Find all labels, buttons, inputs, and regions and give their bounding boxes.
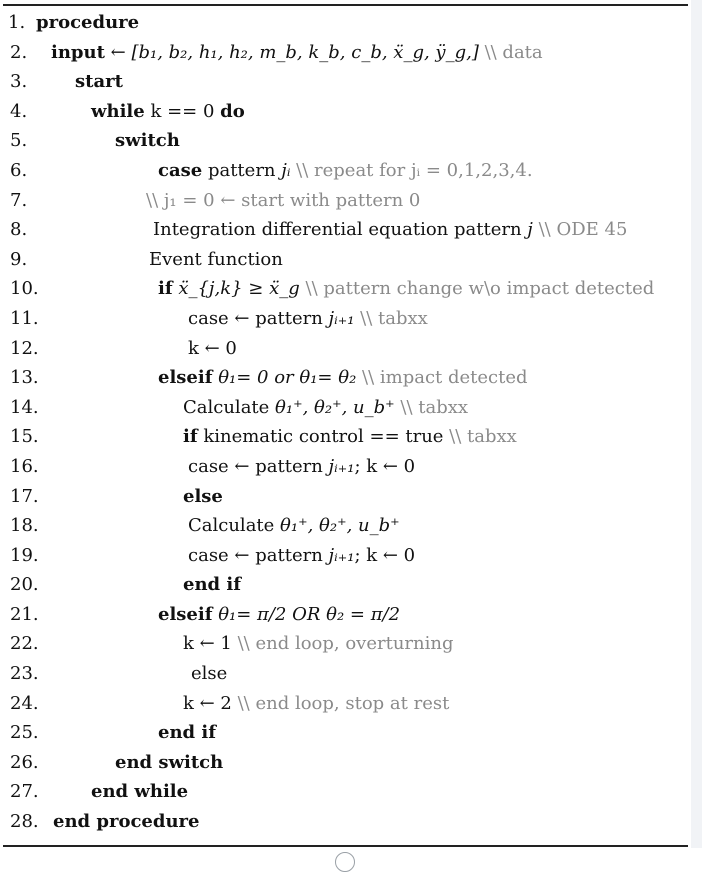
math-expression: θ₁= 0 or θ₁= θ₂ [212, 367, 363, 389]
keyword: start [75, 71, 123, 93]
text-segment: Calculate [183, 396, 276, 418]
line-content [146, 186, 420, 216]
text-segment: else [191, 663, 228, 685]
algorithm-line [3, 363, 688, 393]
line-content [115, 748, 223, 778]
bottom-rule [3, 845, 688, 847]
keyword: if [183, 426, 198, 448]
text-segment: k ← 0 [188, 337, 237, 359]
line-number: 5. [10, 130, 28, 152]
line-number: 2. [10, 41, 28, 63]
text-segment: k ← 2 [183, 692, 238, 714]
line-number: 11. [10, 307, 39, 329]
algorithm-line [3, 718, 688, 748]
algorithm-line [3, 482, 688, 512]
comment: \\ data [484, 41, 543, 63]
line-number: 27. [10, 781, 39, 803]
text-segment: kinematic control == true [197, 426, 450, 448]
line-content [53, 807, 200, 837]
keyword: end if [158, 722, 216, 744]
keyword: elseif [158, 603, 213, 625]
line-number: 13. [10, 367, 39, 389]
math-expression: jᵢ₊₁ [328, 544, 355, 566]
text-segment: Event function [149, 248, 283, 270]
algorithm-line [3, 156, 688, 186]
algorithm-line [3, 689, 688, 719]
algorithm-line [3, 659, 688, 689]
line-content [158, 274, 654, 304]
algorithm-line [3, 334, 688, 364]
circle-icon[interactable] [335, 852, 355, 872]
algorithm-line [3, 748, 688, 778]
algorithm-line [3, 304, 688, 334]
text-segment: Integration differential equation pattern [153, 219, 528, 241]
line-content [188, 541, 415, 571]
keyword: switch [115, 130, 180, 152]
comment: \\ tabxx [354, 307, 428, 329]
line-content [188, 511, 400, 541]
comment: \\ end loop, overturning [237, 633, 454, 655]
algorithm-line [3, 215, 688, 245]
line-content [158, 718, 216, 748]
algorithm-line [3, 629, 688, 659]
algorithm-line [3, 570, 688, 600]
keyword: procedure [36, 12, 140, 33]
line-content [188, 334, 237, 364]
keyword: elseif [158, 367, 213, 389]
keyword: case [158, 159, 203, 181]
line-number: 16. [10, 455, 39, 477]
line-content [183, 393, 468, 423]
text-segment: case ← pattern [188, 307, 329, 329]
line-content [191, 659, 227, 689]
text-segment: ; k ← 0 [354, 544, 416, 566]
keyword: end procedure [53, 811, 200, 833]
line-content [188, 304, 428, 334]
math-expression: jᵢ₊₁ [328, 307, 355, 329]
line-number: 10. [10, 278, 39, 300]
keyword: while [91, 100, 145, 122]
text-segment: case ← pattern [188, 544, 329, 566]
line-content [158, 600, 400, 630]
line-content [153, 215, 627, 245]
line-number: 1. [8, 12, 26, 33]
line-number: 28. [10, 811, 39, 833]
keyword: end switch [115, 751, 224, 773]
algorithm-line [3, 8, 688, 38]
line-content [91, 97, 245, 127]
line-number: 21. [10, 603, 39, 625]
line-content [91, 777, 188, 807]
text-segment: k == 0 [144, 100, 221, 122]
line-number: 24. [10, 692, 39, 714]
line-content [158, 363, 528, 393]
keyword: input [51, 41, 105, 63]
text-segment: case ← pattern [188, 455, 329, 477]
line-content [36, 8, 139, 38]
algorithm-line [3, 600, 688, 630]
line-number: 15. [10, 426, 39, 448]
keyword: else [183, 485, 223, 507]
comment: \\ j₁ = 0 ← start with pattern 0 [146, 189, 421, 211]
comment: \\ impact detected [362, 367, 528, 389]
line-content [183, 482, 223, 512]
line-number: 4. [10, 100, 28, 122]
algorithm-line [3, 452, 688, 482]
line-content [51, 38, 543, 68]
line-number: 26. [10, 751, 39, 773]
text-segment: pattern [202, 159, 282, 181]
text-segment: ; k ← 0 [354, 455, 416, 477]
line-number: 25. [10, 722, 39, 744]
math-expression: θ₁= π/2 OR θ₂ = π/2 [212, 603, 401, 625]
text-segment: k ← 1 [183, 633, 238, 655]
line-number: 19. [10, 544, 39, 566]
algorithm-line [3, 393, 688, 423]
line-content [149, 245, 283, 275]
math-expression: j [527, 219, 533, 241]
line-number: 6. [10, 159, 28, 181]
math-expression: jᵢ₊₁ [328, 455, 355, 477]
algorithm-line [3, 422, 688, 452]
comment: \\ ODE 45 [532, 219, 628, 241]
line-number: 14. [10, 396, 39, 418]
line-number: 22. [10, 633, 39, 655]
algorithm-line [3, 274, 688, 304]
algorithm-line [3, 97, 688, 127]
line-number: 9. [10, 248, 28, 270]
math-expression: ← [b₁, b₂, h₁, h₂, m_b, k_b, c_b, ẍ_g, ÿ_g,] [104, 41, 485, 63]
line-content [188, 452, 415, 482]
math-expression: θ₁⁺, θ₂⁺, u_b⁺ [280, 515, 400, 537]
algorithm-line [3, 38, 688, 68]
math-expression: jᵢ [281, 159, 291, 181]
line-content [115, 126, 180, 156]
algorithm-line [3, 807, 688, 837]
algorithm-line [3, 126, 688, 156]
line-number: 20. [10, 574, 39, 596]
algorithm-line [3, 777, 688, 807]
line-content [158, 156, 533, 186]
math-expression: θ₁⁺, θ₂⁺, u_b⁺ [275, 396, 395, 418]
comment: \\ tabxx [394, 396, 469, 418]
algorithm-line [3, 245, 688, 275]
line-number: 7. [10, 189, 28, 211]
line-number: 3. [10, 71, 28, 93]
line-number: 12. [10, 337, 39, 359]
math-expression: ẍ_{j,k} ≥ ẍ_g [172, 278, 306, 300]
keyword: do [220, 100, 245, 122]
line-content [75, 67, 123, 97]
text-segment: Calculate [188, 515, 281, 537]
scrollbar-track[interactable] [691, 0, 702, 848]
keyword: end while [91, 781, 189, 803]
algorithm-line [3, 67, 688, 97]
algorithm-lines [3, 6, 688, 837]
line-content [183, 689, 449, 719]
line-content [183, 570, 241, 600]
line-number: 8. [10, 219, 28, 241]
comment: \\ tabxx [449, 426, 517, 448]
comment: \\ pattern change w\o impact detected [305, 278, 655, 300]
line-number: 23. [10, 663, 39, 685]
keyword: if [158, 278, 173, 300]
line-number: 18. [10, 515, 39, 537]
line-number: 17. [10, 485, 39, 507]
line-content [183, 422, 517, 452]
keyword: end if [183, 574, 241, 596]
algorithm-line [3, 511, 688, 541]
algorithm-block [3, 4, 688, 837]
comment: \\ end loop, stop at rest [237, 692, 450, 714]
algorithm-line [3, 541, 688, 571]
line-content [183, 629, 454, 659]
comment: \\ repeat for jᵢ = 0,1,2,3,4. [290, 159, 533, 181]
algorithm-line [3, 186, 688, 216]
